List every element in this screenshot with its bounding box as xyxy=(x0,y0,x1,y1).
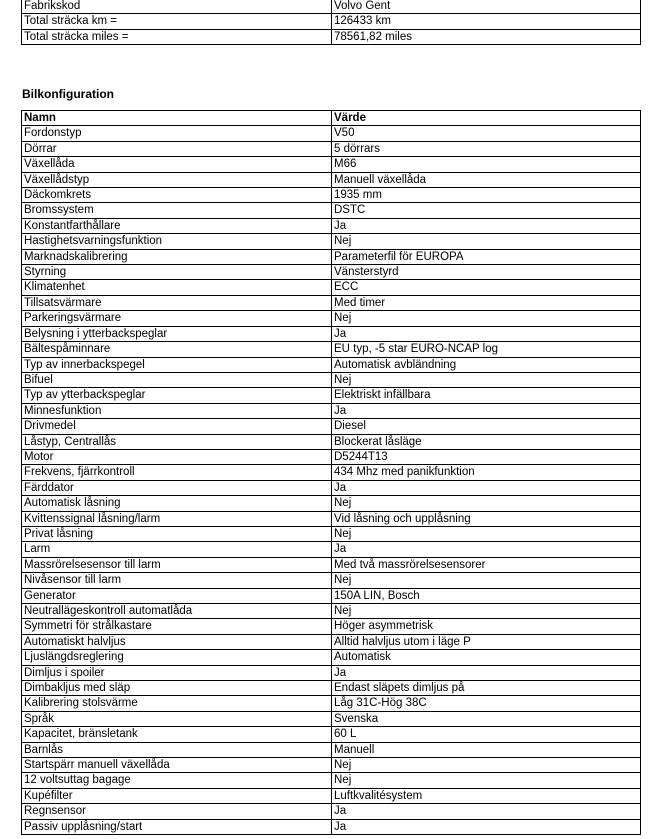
table-row xyxy=(22,157,641,172)
row-value: Låg 31C-Hög 38C xyxy=(332,696,641,711)
table-row xyxy=(22,449,641,464)
table-row xyxy=(22,357,641,372)
row-value: Nej xyxy=(332,758,641,773)
table-row xyxy=(22,434,641,449)
table-row xyxy=(22,280,641,295)
row-name: Generator xyxy=(22,588,332,603)
row-name: Total sträcka miles = xyxy=(22,29,332,44)
row-name: Frekvens, fjärrkontroll xyxy=(22,465,332,480)
row-value: Parameterfil för EUROPA xyxy=(332,249,641,264)
table-row xyxy=(22,511,641,526)
table-row xyxy=(22,218,641,233)
row-name: Passiv upplåsning/start xyxy=(22,819,332,834)
row-name: Dimbakljus med släp xyxy=(22,681,332,696)
row-name: Massrörelsesensor till larm xyxy=(22,557,332,572)
row-name: Klimatenhet xyxy=(22,280,332,295)
row-value: Diesel xyxy=(332,419,641,434)
row-name: Total sträcka km = xyxy=(22,14,332,29)
row-name: Växellådstyp xyxy=(22,172,332,187)
config-header-row xyxy=(22,111,641,126)
table-row xyxy=(22,295,641,310)
table-row xyxy=(22,696,641,711)
row-name: Automatisk låsning xyxy=(22,496,332,511)
row-value: M66 xyxy=(332,157,641,172)
table-row xyxy=(22,634,641,649)
row-name: Bifuel xyxy=(22,372,332,387)
row-name: Kalibrering stolsvärme xyxy=(22,696,332,711)
table-row xyxy=(22,234,641,249)
row-name: Kupéfilter xyxy=(22,788,332,803)
table-row xyxy=(22,557,641,572)
row-value: Nej xyxy=(332,573,641,588)
row-value: Ja xyxy=(332,218,641,233)
row-value: Nej xyxy=(332,526,641,541)
row-value: Manuell xyxy=(332,742,641,757)
row-name: Ljuslängdsreglering xyxy=(22,650,332,665)
table-row xyxy=(22,604,641,619)
row-value: Blockerat låsläge xyxy=(332,434,641,449)
row-value: Ja xyxy=(332,403,641,418)
table-row xyxy=(22,203,641,218)
row-value: Volvo Gent xyxy=(332,0,641,14)
row-name: Automatiskt halvljus xyxy=(22,634,332,649)
row-value: Höger asymmetrisk xyxy=(332,619,641,634)
table-row xyxy=(22,0,641,14)
row-value: Nej xyxy=(332,604,641,619)
table-row xyxy=(22,265,641,280)
row-value: 78561,82 miles xyxy=(332,29,641,44)
column-header-value: Värde xyxy=(332,111,641,126)
row-name: Bromssystem xyxy=(22,203,332,218)
table-row xyxy=(22,788,641,803)
table-row xyxy=(22,542,641,557)
row-name: Drivmedel xyxy=(22,419,332,434)
table-row xyxy=(22,403,641,418)
row-name: Låstyp, Centrallås xyxy=(22,434,332,449)
row-value: Ja xyxy=(332,480,641,495)
table-row xyxy=(22,326,641,341)
row-name: Privat låsning xyxy=(22,526,332,541)
row-name: Konstantfarthållare xyxy=(22,218,332,233)
summary-table xyxy=(21,0,641,45)
row-value: EU typ, -5 star EURO-NCAP log xyxy=(332,342,641,357)
table-row xyxy=(22,342,641,357)
row-value: Ja xyxy=(332,326,641,341)
table-row xyxy=(22,758,641,773)
section-heading: Bilkonfiguration xyxy=(22,87,114,101)
table-row xyxy=(22,29,641,44)
row-value: V50 xyxy=(332,126,641,141)
table-row xyxy=(22,526,641,541)
row-value: Med timer xyxy=(332,295,641,310)
row-name: Styrning xyxy=(22,265,332,280)
row-value: Ja xyxy=(332,542,641,557)
row-value: 60 L xyxy=(332,727,641,742)
table-row xyxy=(22,172,641,187)
row-value: Automatisk avbländning xyxy=(332,357,641,372)
config-table-body xyxy=(22,126,641,835)
table-row xyxy=(22,819,641,834)
table-row xyxy=(22,496,641,511)
row-name: 12 voltsuttag bagage xyxy=(22,773,332,788)
row-name: Barnlås xyxy=(22,742,332,757)
row-value: Manuell växellåda xyxy=(332,172,641,187)
table-row xyxy=(22,141,641,156)
row-name: Färddator xyxy=(22,480,332,495)
row-value: Luftkvalitésystem xyxy=(332,788,641,803)
table-row xyxy=(22,573,641,588)
row-name: Kvittenssignal låsning/larm xyxy=(22,511,332,526)
row-value: Vid låsning och upplåsning xyxy=(332,511,641,526)
row-name: Tillsatsvärmare xyxy=(22,295,332,310)
table-row xyxy=(22,650,641,665)
row-name: Marknadskalibrering xyxy=(22,249,332,264)
table-row xyxy=(22,372,641,387)
config-table xyxy=(21,110,641,835)
table-row xyxy=(22,14,641,29)
row-name: Minnesfunktion xyxy=(22,403,332,418)
table-row xyxy=(22,681,641,696)
table-row xyxy=(22,311,641,326)
table-row xyxy=(22,388,641,403)
row-value: Svenska xyxy=(332,711,641,726)
row-value: Vänsterstyrd xyxy=(332,265,641,280)
table-row xyxy=(22,804,641,819)
row-value: ECC xyxy=(332,280,641,295)
row-name: Däckomkrets xyxy=(22,188,332,203)
table-row xyxy=(22,465,641,480)
row-value: 1935 mm xyxy=(332,188,641,203)
row-name: Regnsensor xyxy=(22,804,332,819)
row-name: Språk xyxy=(22,711,332,726)
row-value: Elektriskt infällbara xyxy=(332,388,641,403)
row-value: 5 dörrars xyxy=(332,141,641,156)
row-value: Med två massrörelsesensorer xyxy=(332,557,641,572)
table-row xyxy=(22,711,641,726)
row-value: Automatisk xyxy=(332,650,641,665)
table-row xyxy=(22,742,641,757)
table-row xyxy=(22,665,641,680)
row-name: Växellåda xyxy=(22,157,332,172)
row-name: Startspärr manuell växellåda xyxy=(22,758,332,773)
row-name: Dörrar xyxy=(22,141,332,156)
row-value: Nej xyxy=(332,773,641,788)
row-value: Endast släpets dimljus på xyxy=(332,681,641,696)
table-row xyxy=(22,249,641,264)
table-row xyxy=(22,619,641,634)
summary-table-body xyxy=(22,0,641,45)
row-value: Ja xyxy=(332,819,641,834)
row-value: Nej xyxy=(332,372,641,387)
row-name: Symmetri för strålkastare xyxy=(22,619,332,634)
row-value: Ja xyxy=(332,804,641,819)
row-value: Nej xyxy=(332,234,641,249)
column-header-name: Namn xyxy=(22,111,332,126)
row-name: Larm xyxy=(22,542,332,557)
table-row xyxy=(22,480,641,495)
row-value: 434 Mhz med panikfunktion xyxy=(332,465,641,480)
row-name: Motor xyxy=(22,449,332,464)
row-name: Belysning i ytterbackspeglar xyxy=(22,326,332,341)
row-value: Nej xyxy=(332,496,641,511)
row-name: Dimljus i spoiler xyxy=(22,665,332,680)
row-name: Kapacitet, bränsletank xyxy=(22,727,332,742)
table-row xyxy=(22,588,641,603)
row-value: D5244T13 xyxy=(332,449,641,464)
row-value: DSTC xyxy=(332,203,641,218)
row-name: Fordonstyp xyxy=(22,126,332,141)
row-name: Bältespåminnare xyxy=(22,342,332,357)
table-row xyxy=(22,126,641,141)
row-name: Nivåsensor till larm xyxy=(22,573,332,588)
table-row xyxy=(22,419,641,434)
row-value: Nej xyxy=(332,311,641,326)
row-value: Alltid halvljus utom i läge P xyxy=(332,634,641,649)
table-row xyxy=(22,188,641,203)
row-value: Ja xyxy=(332,665,641,680)
row-name: Typ av innerbackspegel xyxy=(22,357,332,372)
row-name: Parkeringsvärmare xyxy=(22,311,332,326)
table-row xyxy=(22,727,641,742)
row-name: Neutrallägeskontroll automatlåda xyxy=(22,604,332,619)
table-row xyxy=(22,773,641,788)
row-value: 150A LIN, Bosch xyxy=(332,588,641,603)
row-value: 126433 km xyxy=(332,14,641,29)
row-name: Hastighetsvarningsfunktion xyxy=(22,234,332,249)
row-name: Fabrikskod xyxy=(22,0,332,14)
row-name: Typ av ytterbackspeglar xyxy=(22,388,332,403)
